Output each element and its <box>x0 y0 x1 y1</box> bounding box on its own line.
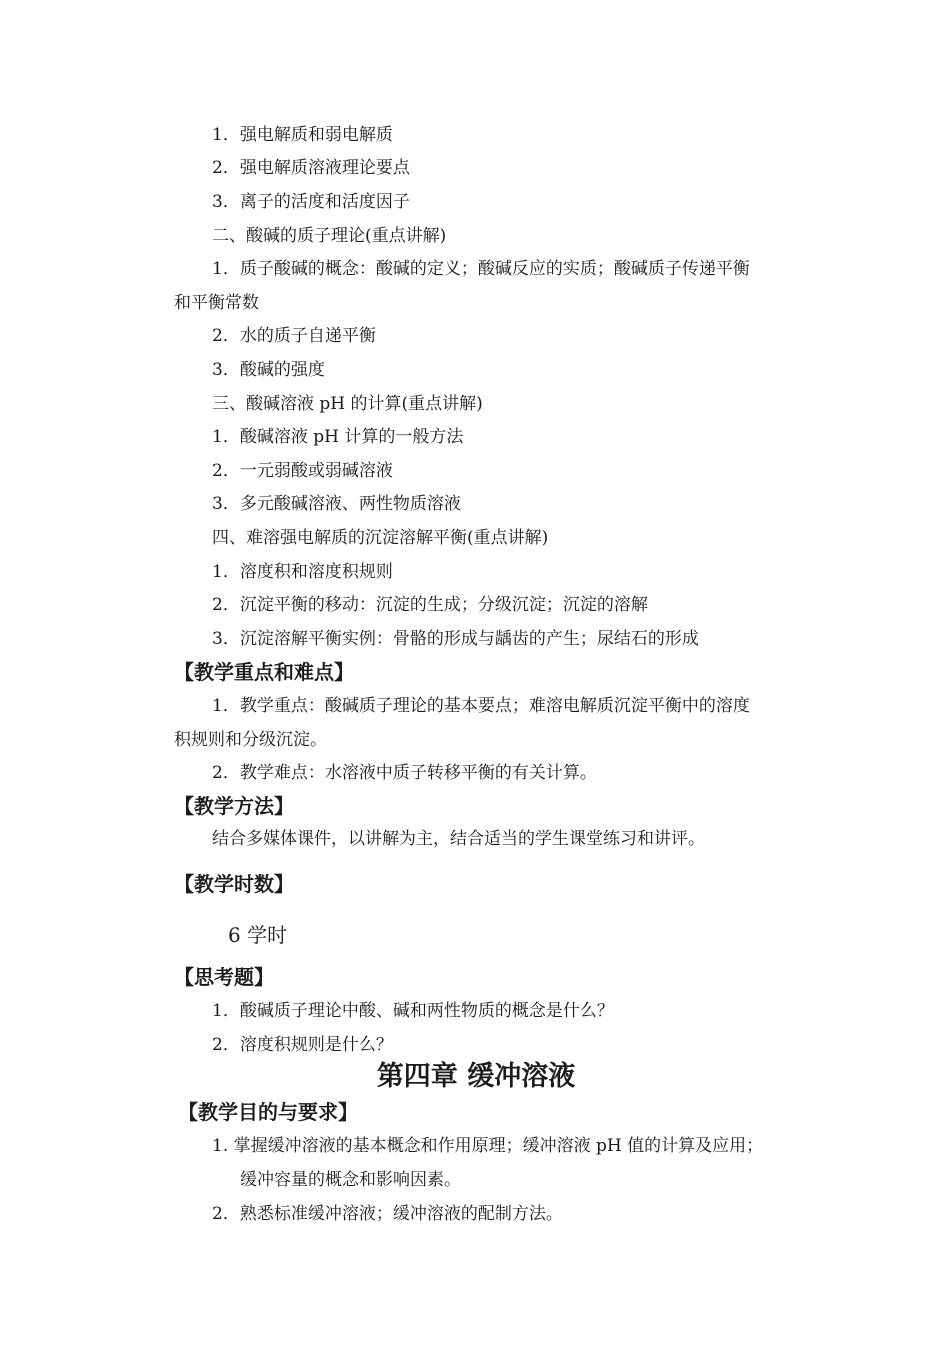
objectives-heading: 【教学目的与要求】 <box>178 1100 358 1124</box>
key-point-continuation: 积规则和分级沉淀。 <box>174 730 327 750</box>
key-point: 1．教学重点：酸碱质子理论的基本要点；难溶电解质沉淀平衡中的溶度 <box>212 696 750 716</box>
key-points-heading: 【教学重点和难点】 <box>174 660 354 684</box>
objective-item: 1. 掌握缓冲溶液的基本概念和作用原理；缓冲溶液 pH 值的计算及应用； <box>212 1136 764 1156</box>
objective-item-continuation: 缓冲容量的概念和影响因素。 <box>240 1170 461 1190</box>
hours-text: 6 学时 <box>228 923 288 947</box>
list-item: 1．质子酸碱的概念：酸碱的定义；酸碱反应的实质；酸碱质子传递平衡 <box>212 259 750 279</box>
question-item: 1．酸碱质子理论中酸、碱和两性物质的概念是什么？ <box>212 1001 614 1021</box>
hours-heading: 【教学时数】 <box>174 872 294 896</box>
list-item: 2．一元弱酸或弱碱溶液 <box>212 461 393 481</box>
section-heading: 二、酸碱的质子理论(重点讲解) <box>212 226 447 246</box>
chapter-title: 第四章 缓冲溶液 <box>376 1061 576 1092</box>
objective-item: 2．熟悉标准缓冲溶液；缓冲溶液的配制方法。 <box>212 1204 563 1224</box>
questions-heading: 【思考题】 <box>174 965 274 989</box>
list-item: 1．强电解质和弱电解质 <box>212 125 393 145</box>
list-item: 3．沉淀溶解平衡实例：骨骼的形成与龋齿的产生；尿结石的形成 <box>212 629 699 649</box>
list-item: 2．强电解质溶液理论要点 <box>212 158 410 178</box>
question-item: 2．溶度积规则是什么？ <box>212 1035 393 1055</box>
list-item: 3．多元酸碱溶液、两性物质溶液 <box>212 494 461 514</box>
section-heading: 四、难溶强电解质的沉淀溶解平衡(重点讲解) <box>212 528 549 548</box>
section-heading: 三、酸碱溶液 pH 的计算(重点讲解) <box>212 394 483 414</box>
list-item: 2．水的质子自递平衡 <box>212 326 376 346</box>
list-item: 1．酸碱溶液 pH 计算的一般方法 <box>212 427 464 447</box>
key-point: 2．教学难点：水溶液中质子转移平衡的有关计算。 <box>212 763 597 783</box>
methods-text: 结合多媒体课件，以讲解为主，结合适当的学生课堂练习和讲评。 <box>212 829 705 849</box>
list-item: 3．酸碱的强度 <box>212 360 325 380</box>
list-item: 3．离子的活度和活度因子 <box>212 192 410 212</box>
list-item: 2．沉淀平衡的移动：沉淀的生成；分级沉淀；沉淀的溶解 <box>212 595 648 615</box>
methods-heading: 【教学方法】 <box>174 794 294 818</box>
list-item-continuation: 和平衡常数 <box>174 293 259 313</box>
list-item: 1．溶度积和溶度积规则 <box>212 562 393 582</box>
